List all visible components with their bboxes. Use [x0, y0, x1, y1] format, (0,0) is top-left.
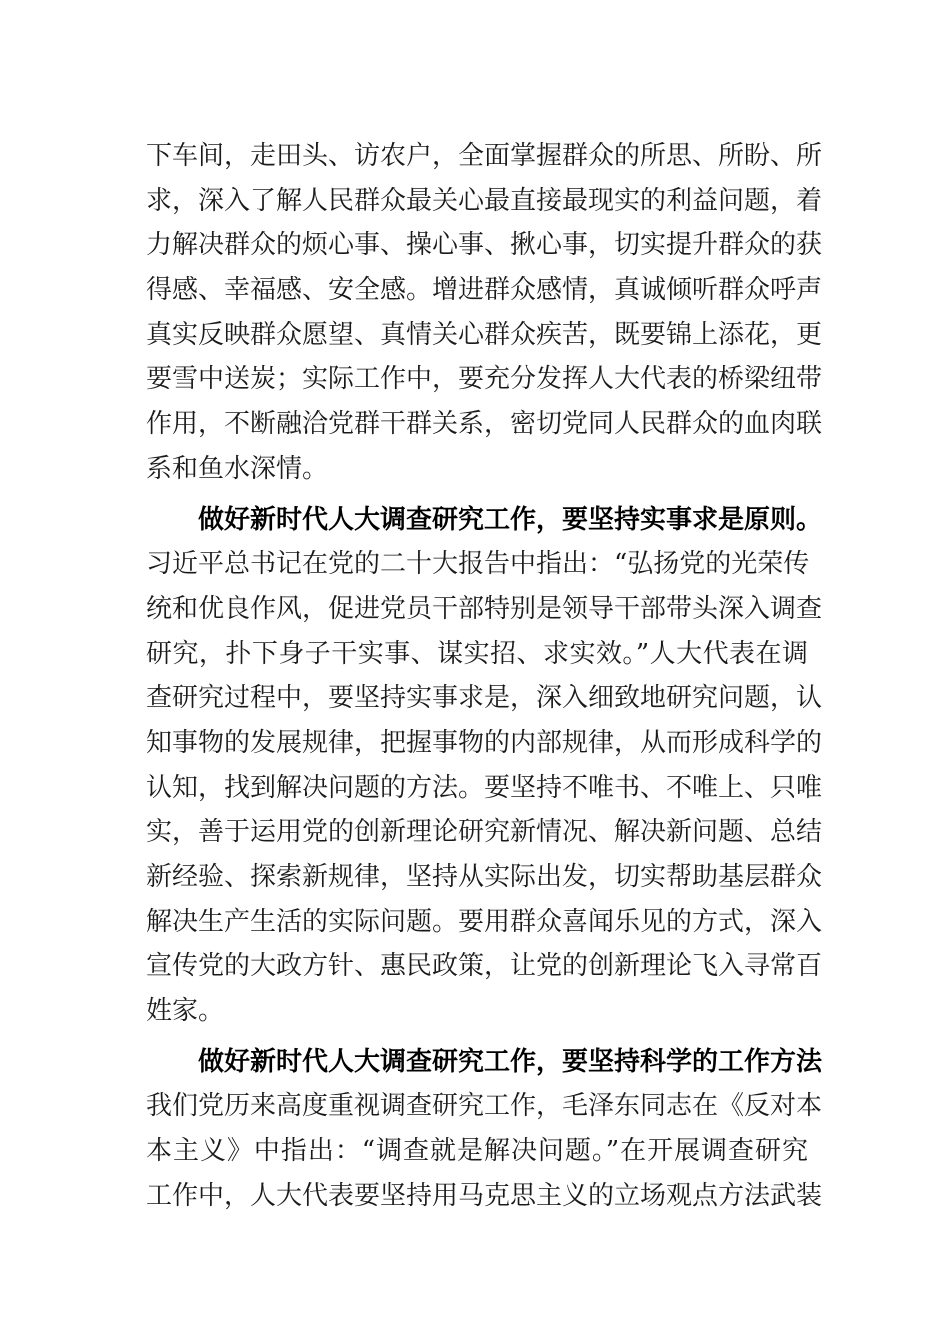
text-line: 力解决群众的烦心事、操心事、揪心事，切实提升群众的获 [146, 230, 823, 261]
text-line: 工作中，人大代表要坚持用马克思主义的立场观点方法武装 [146, 1180, 823, 1211]
text-line: 查研究过程中，要坚持实事求是，深入细致地研究问题，认 [146, 683, 823, 714]
text-line: 认知，找到解决问题的方法。要坚持不唯书、不唯上、只唯 [146, 772, 823, 803]
text-line: 解决生产生活的实际问题。要用群众喜闻乐见的方式，深入 [146, 906, 823, 937]
text-line: 研究，扑下身子干实事、谋实招、求实效。”人大代表在调 [146, 638, 808, 669]
section-heading: 做好新时代人大调查研究工作，要坚持科学的工作方法 [198, 1046, 823, 1077]
text-line: 系和鱼水深情。 [146, 453, 329, 484]
text-line: 新经验、探索新规律，坚持从实际出发，切实帮助基层群众 [146, 862, 823, 892]
text-line: 我们党历来高度重视调查研究工作，毛泽东同志在《反对本 [146, 1091, 823, 1122]
text-line: 求，深入了解人民群众最关心最直接最现实的利益问题，着 [146, 185, 823, 216]
text-line: 姓家。 [146, 996, 225, 1027]
text-line: 实，善于运用党的创新理论研究新情况、解决新问题、总结 [146, 817, 823, 848]
text-line: 习近平总书记在党的二十大报告中指出：“弘扬党的光荣传 [146, 549, 810, 580]
text-line: 本主义》中指出：“调查就是解决问题。”在开展调查研究 [146, 1136, 808, 1167]
text-line: 宣传党的大政方针、惠民政策，让党的创新理论飞入寻常百 [146, 951, 823, 982]
text-line: 下车间，走田头、访农户，全面掌握群众的所思、所盼、所 [146, 141, 823, 171]
text-line: 统和优良作风，促进党员干部特别是领导干部带头深入调查 [146, 593, 823, 624]
section-heading: 做好新时代人大调查研究工作，要坚持实事求是原则。 [198, 504, 823, 535]
text-line: 作用，不断融洽党群干群关系，密切党同人民群众的血肉联 [146, 409, 823, 440]
text-line: 知事物的发展规律，把握事物的内部规律，从而形成科学的 [146, 727, 823, 758]
text-line: 真实反映群众愿望、真情关心群众疾苦，既要锦上添花，更 [146, 319, 823, 350]
document-body [146, 134, 823, 1219]
text-line: 要雪中送炭；实际工作中，要充分发挥人大代表的桥梁纽带 [146, 364, 823, 395]
text-line: 得感、幸福感、安全感。增进群众感情，真诚倾听群众呼声 [146, 275, 823, 306]
